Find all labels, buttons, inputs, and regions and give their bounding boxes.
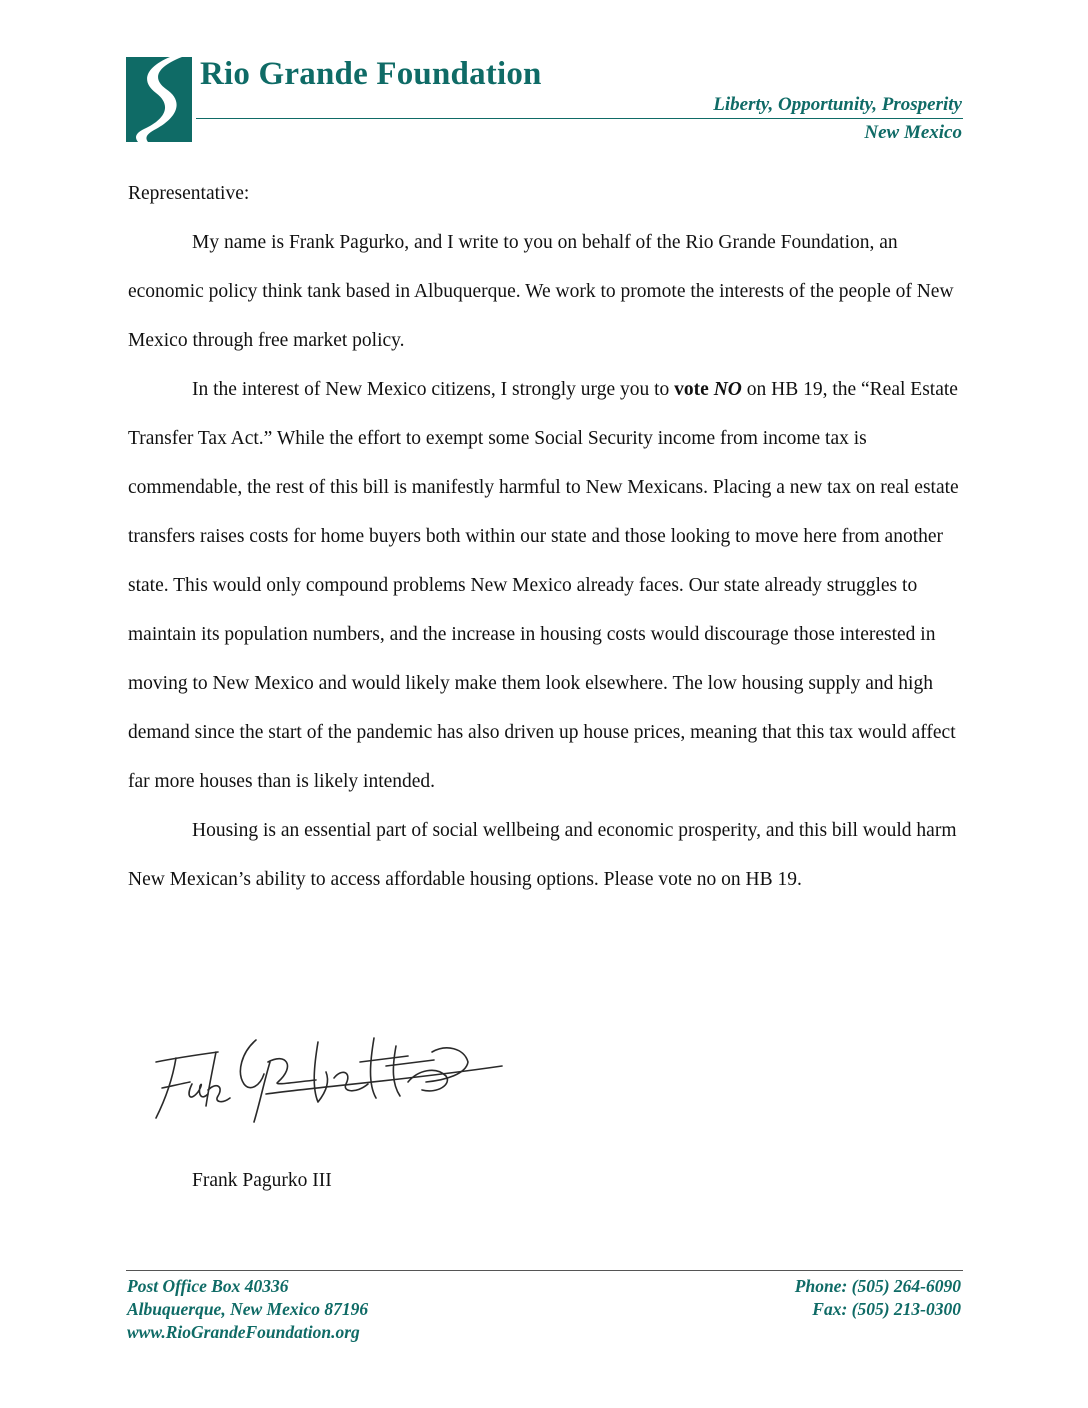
paragraph-closing: Housing is an essential part of social wellbeing and economic prosperity, and this bill would harm New Mexican’s ability to access affordable housing options. Please vote no on HB 19. [128, 820, 957, 890]
footer-website-link[interactable]: www.RioGrandeFoundation.org [127, 1322, 360, 1342]
handwritten-signature-icon [146, 1022, 506, 1142]
state-label: New Mexico [864, 122, 962, 143]
no-emphasis: NO [713, 379, 742, 400]
signer-name: Frank Pagurko III [192, 1170, 332, 1191]
footer-phone: Phone: (505) 264-6090 [794, 1276, 961, 1296]
paragraph-argument-rest: on HB 19, the “Real Estate Transfer Tax Act.” While the effort to exempt some Social Security income from income tax is commendable, the rest of this bill is manifestly harmful to New Mexicans. Placing a new tax on real estate transfers raises costs for home buyers both within our state and those looking to move here from another state. This would only compound problems New Mexico already faces. Our state already struggles to maintain its population numbers, and the increase in housing costs would discourage those interested in moving to New Mexico and would likely make them look elsewhere. The low housing supply and high demand since the start of the pandemic has also driven up house prices, meaning that this tax would affect far more houses than is likely intended. [128, 379, 959, 792]
footer-po-box: Post Office Box 40336 [127, 1276, 289, 1296]
vote-emphasis: vote [674, 379, 709, 400]
organization-name: Rio Grande Foundation [200, 56, 542, 92]
footer-divider [126, 1270, 963, 1271]
tagline: Liberty, Opportunity, Prosperity [713, 94, 962, 115]
header-divider [196, 118, 963, 119]
salutation: Representative: [128, 183, 250, 204]
footer-fax: Fax: (505) 213-0300 [812, 1299, 961, 1319]
rio-grande-river-logo-icon [126, 57, 192, 142]
paragraph-argument [128, 365, 968, 806]
footer-city: Albuquerque, New Mexico 87196 [127, 1299, 369, 1319]
paragraph-argument-start: In the interest of New Mexico citizens, I strongly urge you to [192, 379, 675, 400]
letter-body [128, 169, 968, 904]
paragraph-intro: My name is Frank Pagurko, and I write to you on behalf of the Rio Grande Foundation, an economic policy think tank based in Albuquerque. We work to promote the interests of the people of New Mexico through free market policy. [128, 232, 954, 351]
